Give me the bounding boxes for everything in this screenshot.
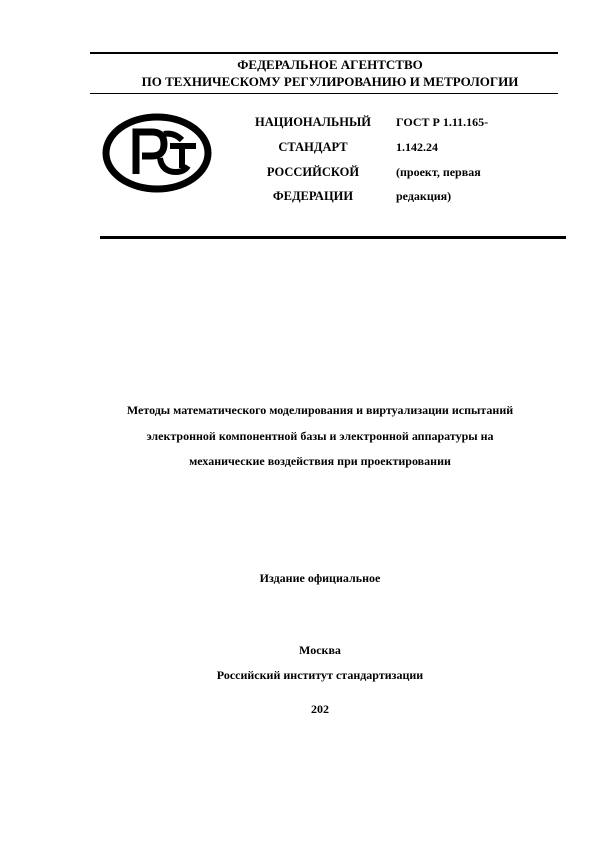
top-rule [90,52,558,54]
national-standard-line1: НАЦИОНАЛЬНЫЙ [255,115,371,129]
year-label: 202 [311,702,329,716]
document-title-line2: электронной компонентной базы и электронной аппаратуры на [146,429,494,443]
agency-name-line2: ПО ТЕХНИЧЕСКОМУ РЕГУЛИРОВАНИЮ И МЕТРОЛОГИИ [141,74,519,89]
gost-number-line2: 1.142.24 [396,140,438,154]
header-bottom-rule [100,236,566,239]
national-standard-line4: ФЕДЕРАЦИИ [272,189,354,203]
national-standard-line2: СТАНДАРТ [278,140,348,154]
gost-status-line1: (проект, первая [396,165,481,179]
city-label: Москва [299,643,341,657]
national-standard-line3: РОССИЙСКОЙ [266,165,360,179]
document-title-line3: механические воздействия при проектировании [189,454,451,468]
gost-status-line2: редакция) [396,189,452,203]
edition-label: Издание официальное [259,571,381,585]
publisher-label: Российский институт стандартизации [216,668,424,682]
agency-rule [90,93,558,94]
gost-number-line1: ГОСТ Р 1.11.165- [396,115,489,129]
rst-logo-icon [100,112,220,194]
agency-name-line1: ФЕДЕРАЛЬНОЕ АГЕНТСТВО [237,57,423,72]
document-title-line1: Методы математического моделирования и виртуализации испытаний [126,403,514,417]
